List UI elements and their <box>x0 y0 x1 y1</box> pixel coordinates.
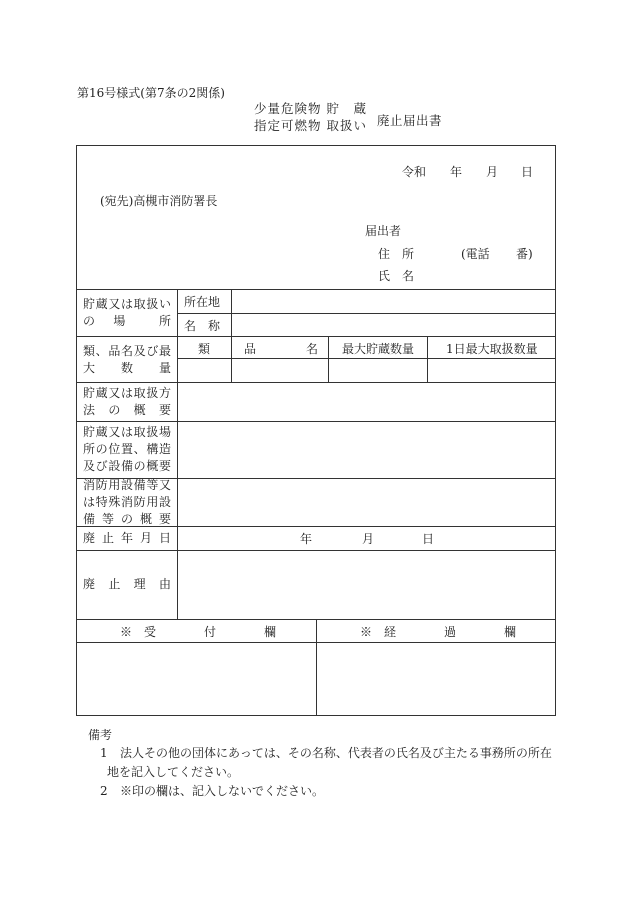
place-name-label: 名 称 <box>184 319 221 333</box>
title-line-1: 少量危険物 貯 蔵 <box>254 101 367 116</box>
phone-label: (電話 <box>461 247 490 261</box>
applicant-label: 届出者 <box>365 224 402 238</box>
row-divider <box>76 336 556 337</box>
note-2-number: 2 <box>100 784 108 798</box>
col-item-2: 名 <box>306 342 319 356</box>
col-max-storage: 最大貯蔵数量 <box>342 342 415 356</box>
note-1-number: 1 <box>100 746 108 760</box>
row-divider <box>76 421 556 422</box>
form-number: 第16号様式(第7条の2関係) <box>77 86 225 100</box>
abolish-day: 日 <box>422 532 435 546</box>
row-divider <box>177 313 556 314</box>
column-divider <box>316 619 317 716</box>
date-month: 月 <box>486 165 499 179</box>
column-divider <box>231 336 232 382</box>
row-divider <box>76 382 556 383</box>
progress-label: ※ 経 過 欄 <box>360 625 517 639</box>
column-divider <box>231 289 232 336</box>
category-label: 類、品名及び最 大 数 量 <box>83 344 184 375</box>
date-year: 年 <box>450 165 463 179</box>
col-item-1: 品 <box>244 342 257 356</box>
abolish-month: 月 <box>362 532 375 546</box>
reception-label: ※ 受 付 欄 <box>120 625 277 639</box>
row-divider <box>76 550 556 551</box>
row-divider <box>76 289 556 290</box>
row-divider <box>177 358 556 359</box>
location-label: 所在地 <box>184 295 221 309</box>
date-era: 令和 <box>402 165 427 179</box>
addressee: (宛先)高槻市消防署長 <box>100 194 218 208</box>
reason-label: 廃 止 理 由 <box>83 577 171 591</box>
note-1-continued: 地を記入してください。 <box>107 765 240 779</box>
method-label: 貯蔵又は取扱方法の概要 <box>83 386 171 417</box>
note-1-text: 法人その他の団体にあっては、その名称、代表者の氏名及び主たる事務所の所在 <box>120 746 552 760</box>
abolish-year: 年 <box>300 532 313 546</box>
place-label: 貯蔵又は取扱いの 場 所 <box>83 297 171 328</box>
note-2-text: ※印の欄は、記入しないでください。 <box>120 784 325 798</box>
title-suffix: 廃止届出書 <box>377 113 443 128</box>
col-max-daily: 1日最大取扱数量 <box>446 342 538 356</box>
title-line-2: 指定可燃物 取扱い <box>254 118 367 133</box>
column-divider <box>328 336 329 382</box>
address-label: 住 所 <box>378 247 415 261</box>
date-day: 日 <box>521 165 534 179</box>
column-divider <box>177 289 178 619</box>
name-label: 氏 名 <box>378 269 415 283</box>
phone-suffix: 番) <box>516 247 533 261</box>
col-type: 類 <box>198 342 211 356</box>
fire-equipment-label: 消防用設備等又は特殊消防用設備等の概要 <box>83 478 171 526</box>
notes-heading: 備考 <box>88 728 113 742</box>
column-divider <box>427 336 428 382</box>
facility-label: 貯蔵又は取扱場所の位置、構造及び設備の概要 <box>83 425 171 473</box>
abolish-date-label: 廃止年月日 <box>83 531 171 545</box>
